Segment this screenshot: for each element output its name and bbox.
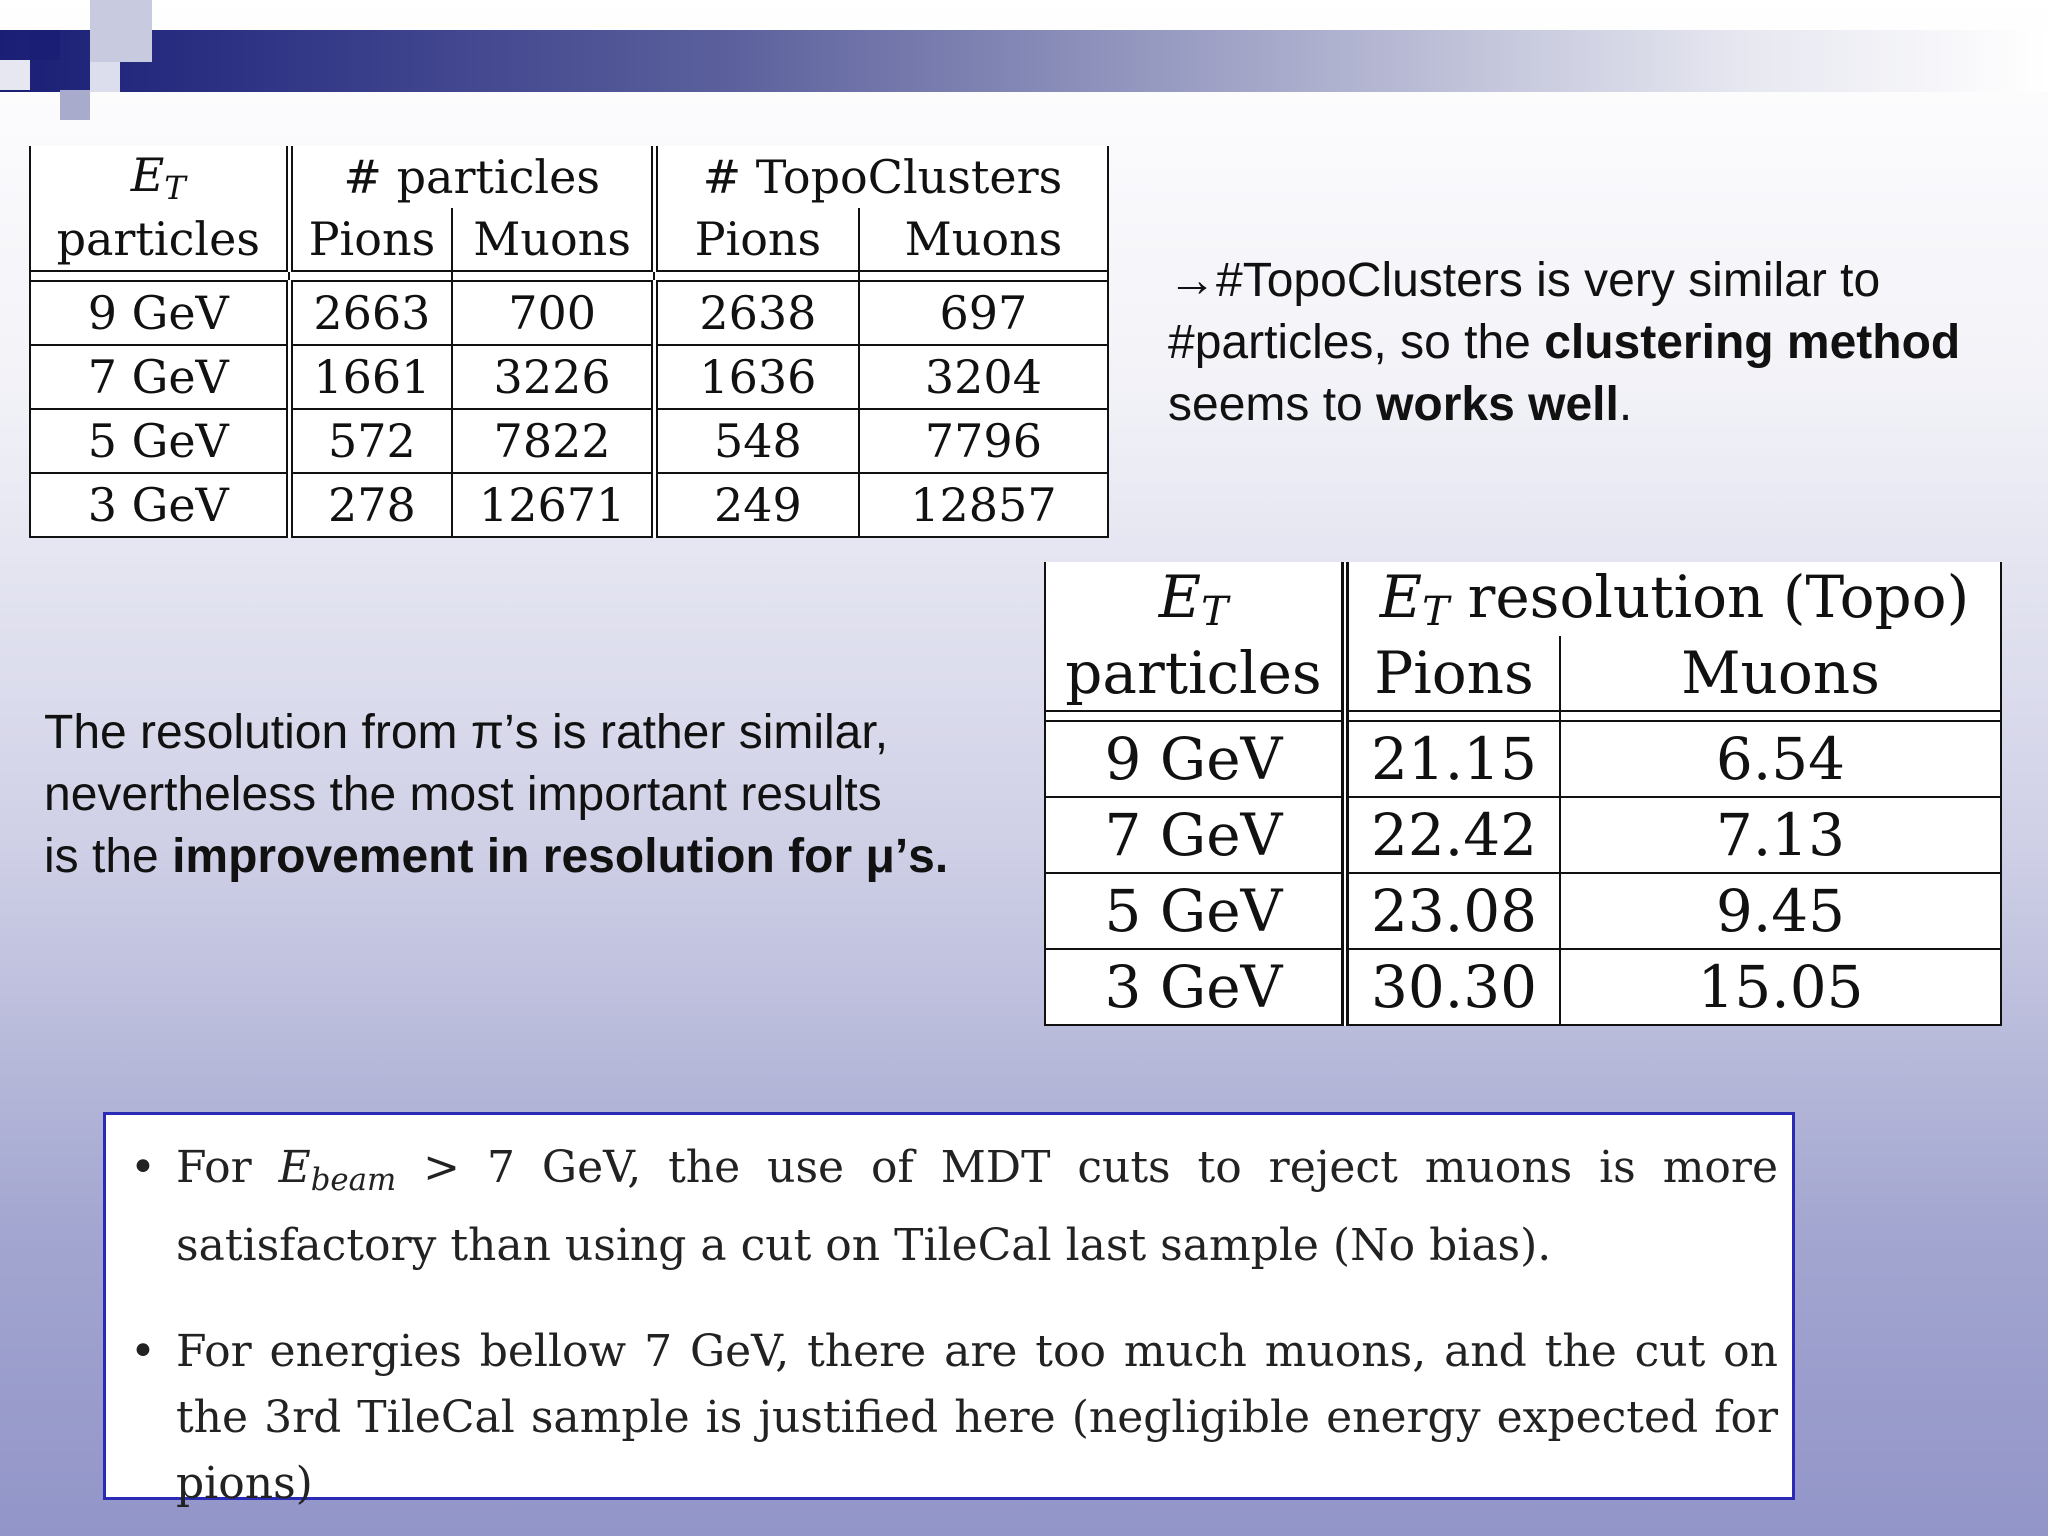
table-row [1045,873,2001,949]
value-cell: 1661 [289,345,452,409]
energy-cell: 5 GeV [30,409,289,473]
energy-cell: 3 GeV [1045,949,1345,1025]
value-cell: 3204 [859,345,1108,409]
text-line: The resolution from π’s is rather similar, [44,706,889,759]
header-particles-group: # particles [289,146,654,208]
energy-cell: 7 GeV [30,345,289,409]
value-cell: 249 [654,473,859,537]
header-particles: particles [1045,636,1345,711]
text-plain: is the [44,830,173,883]
header-muons: Muons [859,208,1108,271]
bullet-text: For [176,1142,279,1193]
value-cell: 30.30 [1345,949,1560,1025]
table-row [1045,949,2001,1025]
energy-cell: 9 GeV [30,281,289,345]
value-cell: 12671 [452,473,654,537]
arrow-icon: → [1168,254,1216,307]
decor-square [90,62,120,92]
value-cell: 548 [654,409,859,473]
header-pions: Pions [289,208,452,271]
table-row [1045,721,2001,797]
value-cell: 15.05 [1560,949,2001,1025]
value-cell: 697 [859,281,1108,345]
value-cell: 6.54 [1560,721,2001,797]
header-et: $E_T$ [30,146,289,208]
text-bold: improvement in resolution for μ’s. [172,830,949,883]
bullet-math-sub: beam [310,1162,397,1198]
bullet-math: E [278,1142,311,1193]
note-bold: clustering method [1544,316,1961,369]
value-cell: 700 [452,281,654,345]
resolution-text [44,702,1024,888]
note-text: . [1618,378,1633,431]
value-cell: 12857 [859,473,1108,537]
energy-cell: 3 GeV [30,473,289,537]
topo-note [1168,250,2028,436]
header-particles: particles [30,208,289,271]
bullet-text: > 7 GeV, the use of MDT cuts to reject muons is more satisfactory than using a cut on TileCal last sample (No bias). [176,1142,1778,1271]
note-bold: works well [1376,378,1619,431]
value-cell: 7822 [452,409,654,473]
value-cell: 7.13 [1560,797,2001,873]
text-line [44,826,1024,888]
bullet-item [126,1135,1778,1279]
decor-square [90,0,152,62]
energy-cell: 9 GeV [1045,721,1345,797]
value-cell: 22.42 [1345,797,1560,873]
decor-square [60,90,90,120]
title-bar [0,30,2048,92]
value-cell: 9.45 [1560,873,2001,949]
value-cell: 21.15 [1345,721,1560,797]
bullet-item: • For energies bellow 7 GeV, there are too much muons, and the cut on the 3rd TileCal sample is justified here (negligible energy expected for pions) [126,1319,1778,1517]
table-row [30,345,1108,409]
header-resolution-group: ET resolution (Topo) [1345,562,2001,636]
note-text: seems to [1168,378,1377,431]
value-cell: 572 [289,409,452,473]
header-pions: Pions [1345,636,1560,711]
table-row [30,473,1108,537]
particles-count-table [29,146,1109,538]
value-cell: 7796 [859,409,1108,473]
header-pions: Pions [654,208,859,271]
energy-cell: 5 GeV [1045,873,1345,949]
resolution-table [1044,562,2002,1026]
value-cell: 2663 [289,281,452,345]
note-text: #TopoClusters is very similar to #particles, so the [1168,254,1881,369]
header-muons: Muons [1560,636,2001,711]
value-cell: 2638 [654,281,859,345]
table-row [30,409,1108,473]
header-topo-group: # TopoClusters [654,146,1108,208]
value-cell: 278 [289,473,452,537]
header-muons: Muons [452,208,654,271]
table-row [1045,797,2001,873]
text-line: nevertheless the most important results [44,768,882,821]
table-row [30,281,1108,345]
value-cell: 3226 [452,345,654,409]
decor-square [30,30,60,60]
conclusions-box [103,1112,1795,1509]
value-cell: 1636 [654,345,859,409]
header-et: ET [1045,562,1345,636]
value-cell: 23.08 [1345,873,1560,949]
decor-square [0,60,30,90]
energy-cell: 7 GeV [1045,797,1345,873]
